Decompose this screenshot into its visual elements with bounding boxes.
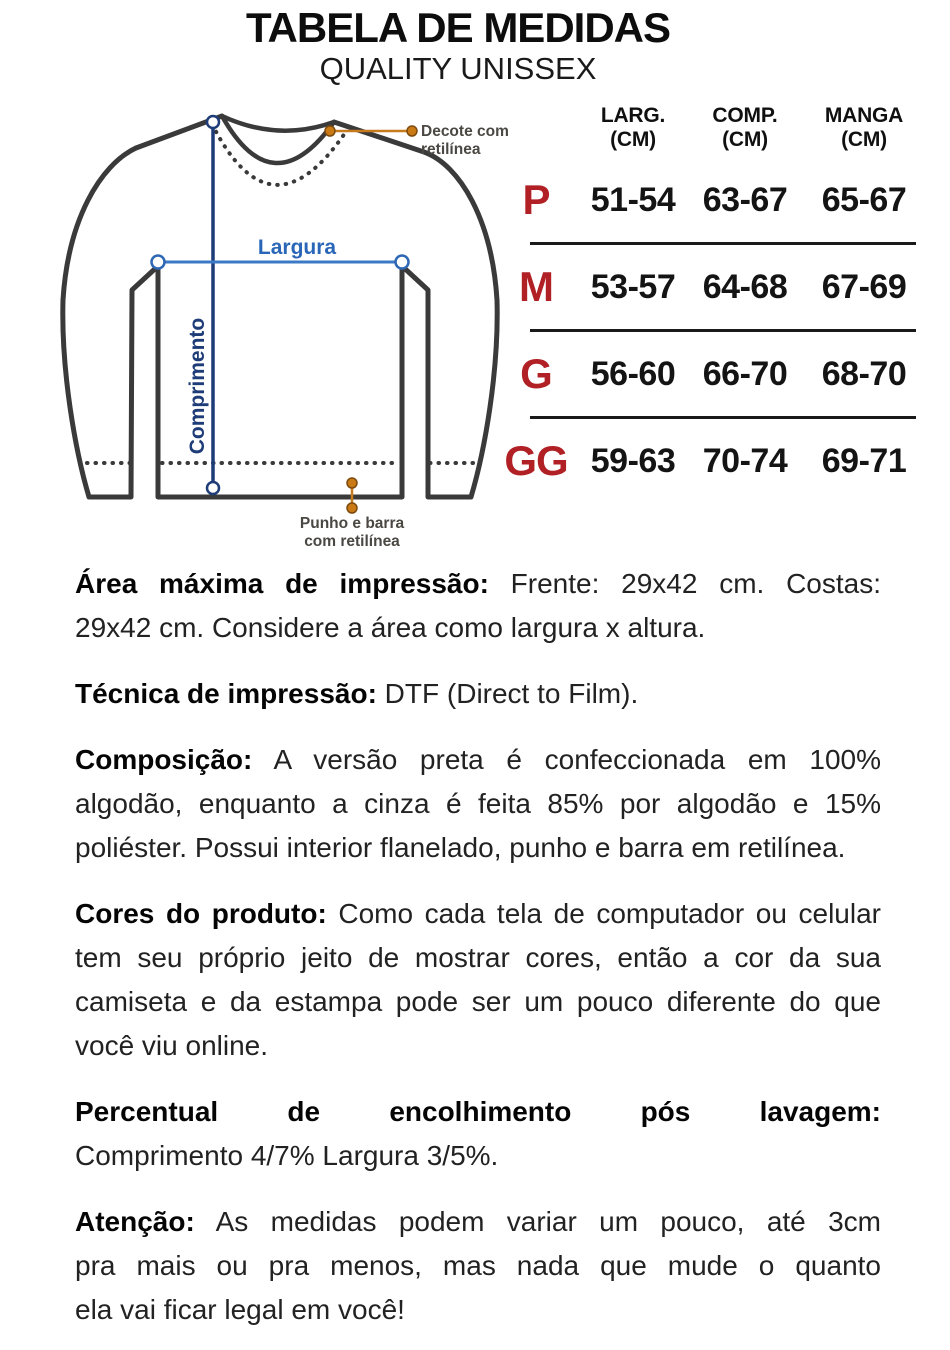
paragraph-label: Composição: [75, 744, 253, 775]
table-row-gg [492, 419, 924, 503]
size-table [492, 104, 924, 503]
table-row-m [492, 245, 924, 329]
paragraph-label: Atenção: [75, 1206, 195, 1237]
comp-value: 66-70 [702, 354, 788, 393]
larg-value: 56-60 [590, 354, 676, 393]
comp-value: 70-74 [702, 441, 788, 480]
neckline-label-line1: Decote com [421, 123, 509, 140]
size-table-header [492, 104, 924, 158]
column-header-manga: MANGA (CM) [824, 104, 904, 151]
length-label: Comprimento [186, 317, 209, 455]
sweatshirt-drawing-icon [40, 90, 520, 560]
larg-value: 53-57 [590, 267, 676, 306]
neckline-label-line2: retilínea [421, 141, 481, 158]
size-label: P [522, 176, 550, 223]
size-label: GG [504, 437, 568, 484]
paragraph-label: Cores do produto: [75, 898, 327, 929]
header [0, 6, 916, 85]
manga-value: 65-67 [821, 180, 907, 219]
comp-value: 63-67 [702, 180, 788, 219]
larg-value: 51-54 [590, 180, 676, 219]
cuff-hem-label-line2: com retilínea [304, 533, 400, 550]
manga-value: 69-71 [821, 441, 907, 480]
cuff-hem-label-line1: Punho e barra [299, 515, 405, 532]
column-header-larg: LARG. (CM) [600, 104, 666, 151]
width-label: Largura [257, 236, 337, 259]
paragraph-composition: Composição: A versão preta é confeccionada em 100% algodão, enquanto a cinza é feita 85% por algodão e 15% poliéster. Possui interior flanelado, punho e barra em retilínea. [75, 744, 881, 863]
comp-value: 64-68 [702, 267, 788, 306]
paragraph-colors: Cores do produto: Como cada tela de computador ou celular tem seu próprio jeito de mostrar cores, então a cor da sua camiseta e da estampa pode ser um pouco diferente do que você viu online. [75, 898, 882, 1061]
page-subtitle: QUALITY UNISSEX [319, 51, 597, 86]
sweatshirt-diagram [40, 90, 520, 560]
table-row-p [492, 158, 924, 242]
larg-value: 59-63 [590, 441, 676, 480]
page-title: TABELA DE MEDIDAS [246, 4, 670, 51]
paragraph-label: Área máxima de impressão: [75, 568, 489, 599]
paragraph-shrinkage: Percentual de encolhimento pós lavagem: Comprimento 4/7% Largura 3/5%. [75, 1096, 881, 1171]
table-row-g [492, 332, 924, 416]
paragraph-print-technique: Técnica de impressão: DTF (Direct to Film). [75, 678, 639, 709]
manga-value: 67-69 [821, 267, 907, 306]
column-header-comp: COMP. (CM) [712, 104, 778, 151]
paragraph-attention: Atenção: As medidas podem variar um pouco, até 3cm pra mais ou pra menos, mas nada que mude o quanto ela vai ficar legal em você! [75, 1206, 881, 1325]
size-label: M [519, 263, 553, 310]
product-info [75, 562, 881, 1332]
paragraph-label: Percentual de encolhimento pós lavagem: [75, 1096, 881, 1127]
size-label: G [520, 350, 552, 397]
paragraph-print-area: Área máxima de impressão: Frente: 29x42 cm. Costas: 29x42 cm. Considere a área como largura x altura. [75, 568, 881, 643]
paragraph-label: Técnica de impressão: [75, 678, 377, 709]
manga-value: 68-70 [821, 354, 907, 393]
